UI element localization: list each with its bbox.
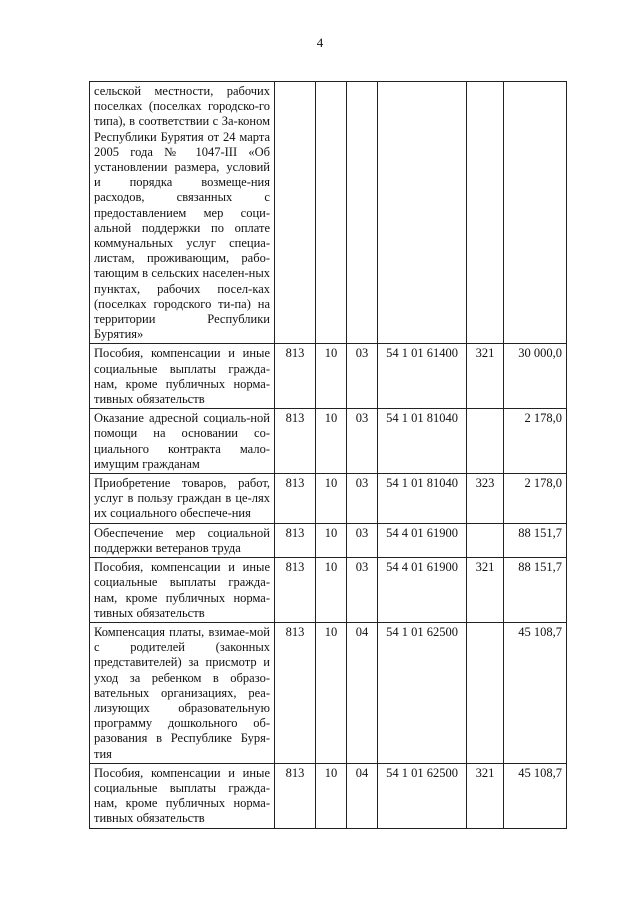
cell-sum: 30 000,0 [504,344,567,409]
table-row [90,82,567,344]
table-row [90,763,567,828]
cell-razdel: 10 [316,558,347,623]
cell-razdel: 10 [316,763,347,828]
cell-csr: 54 1 01 62500 [378,763,467,828]
row-name: Пособия, компенсации и иные социальные выплаты гражда-нам, кроме публичных норма-тивных обязательств [90,558,275,623]
row-name: Пособия, компенсации и иные социальные выплаты гражда-нам, кроме публичных норма-тивных обязательств [90,763,275,828]
cell-sum: 88 151,7 [504,523,567,557]
table-row [90,622,567,763]
budget-table [89,81,567,829]
cell-vr [467,82,504,344]
cell-podrazdel: 03 [347,523,378,557]
cell-podrazdel: 03 [347,474,378,524]
cell-razdel: 10 [316,622,347,763]
table-row [90,558,567,623]
cell-vedomstvo: 813 [275,558,316,623]
cell-podrazdel: 03 [347,344,378,409]
cell-sum: 2 178,0 [504,409,567,474]
cell-vedomstvo: 813 [275,344,316,409]
row-name: Обеспечение мер социальной поддержки ветеранов труда [90,523,275,557]
table-row [90,523,567,557]
cell-csr: 54 4 01 61900 [378,523,467,557]
cell-vedomstvo: 813 [275,474,316,524]
cell-podrazdel [347,82,378,344]
cell-vedomstvo: 813 [275,622,316,763]
table-row [90,474,567,524]
row-name: Компенсация платы, взимае-мой с родителей (законных представителей) за присмотр и уход за ребенком в образо-вательных организациях, реа-лизующих образовательную программу дошкольного об-разования в Республике Буря-тия [90,622,275,763]
cell-vr: 323 [467,474,504,524]
cell-vr: 321 [467,344,504,409]
cell-razdel: 10 [316,344,347,409]
cell-vr [467,523,504,557]
cell-vedomstvo [275,82,316,344]
cell-vr: 321 [467,763,504,828]
row-name: Оказание адресной социаль-ной помощи на основании со-циального контракта мало-имущим гражданам [90,409,275,474]
table-row [90,409,567,474]
cell-csr: 54 1 01 81040 [378,474,467,524]
cell-vr: 321 [467,558,504,623]
cell-podrazdel: 03 [347,409,378,474]
cell-vedomstvo: 813 [275,763,316,828]
row-name: Пособия, компенсации и иные социальные выплаты гражда-нам, кроме публичных норма-тивных обязательств [90,344,275,409]
cell-vedomstvo: 813 [275,409,316,474]
cell-razdel: 10 [316,523,347,557]
table-row [90,344,567,409]
cell-sum: 45 108,7 [504,763,567,828]
cell-csr: 54 1 01 61400 [378,344,467,409]
cell-razdel: 10 [316,409,347,474]
cell-razdel: 10 [316,474,347,524]
page-number: 4 [316,35,324,50]
cell-podrazdel: 04 [347,622,378,763]
cell-csr: 54 1 01 62500 [378,622,467,763]
cell-vr [467,409,504,474]
cell-csr: 54 4 01 61900 [378,558,467,623]
cell-vr [467,622,504,763]
row-name: сельской местности, рабочих поселках (поселках городско-го типа), в соответствии с За-коном Республики Бурятия от 24 марта 2005 года № 1047-III «Об установлении размера, условий и порядка возмеще-ния расходов, связанных с предоставлением мер соци-альной поддержки по оплате коммунальных услуг специа-листам, проживающим, рабо-тающим в сельских населен-ных пунктах, рабочих посел-ках (поселках городского ти-па) на территории Республики Бурятия» [90,82,275,344]
cell-sum: 88 151,7 [504,558,567,623]
cell-sum: 45 108,7 [504,622,567,763]
cell-csr: 54 1 01 81040 [378,409,467,474]
cell-razdel [316,82,347,344]
cell-sum: 2 178,0 [504,474,567,524]
row-name: Приобретение товаров, работ, услуг в пользу граждан в це-лях их социального обеспече-ния [90,474,275,524]
cell-podrazdel: 04 [347,763,378,828]
cell-vedomstvo: 813 [275,523,316,557]
cell-sum [504,82,567,344]
cell-podrazdel: 03 [347,558,378,623]
cell-csr [378,82,467,344]
